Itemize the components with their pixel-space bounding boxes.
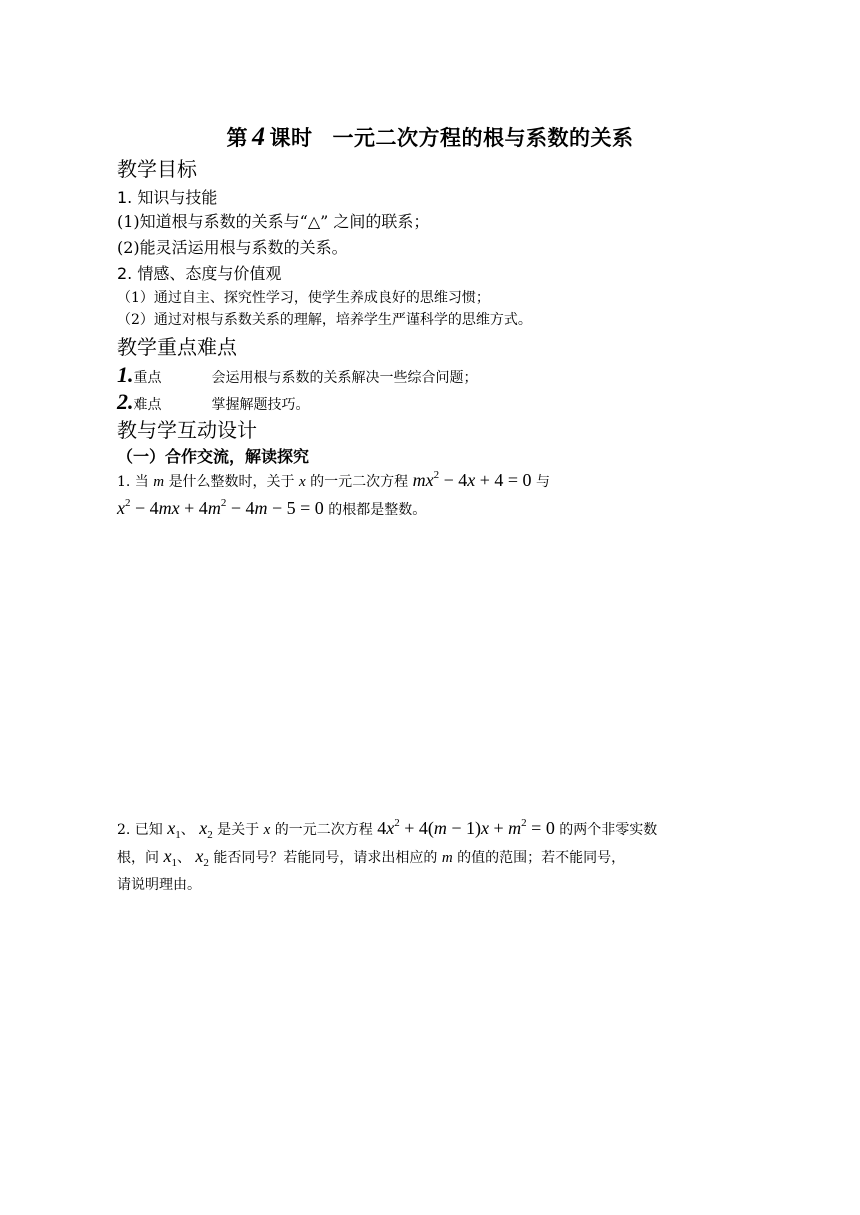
- q2-text-c: 的一元二次方程: [274, 822, 373, 838]
- key-point-1-label: 重点: [133, 370, 162, 386]
- q2-text-e: 根，问: [117, 850, 159, 866]
- objective-item-2: (2)能灵活运用根与系数的关系。: [117, 238, 348, 257]
- question-1-line-1: [117, 470, 550, 491]
- q1-text-a: 1. 当: [117, 474, 149, 490]
- q2-text-a: 2. 已知: [117, 822, 163, 838]
- objective-item-4: （2）通过对根与系数关系的理解，培养学生严谨科学的思维方式。: [117, 312, 532, 328]
- q2-var-x2: $x_2$: [199, 818, 213, 841]
- q2-var-x: x: [263, 822, 271, 838]
- heading-interactive-design: 教与学互动设计: [117, 418, 257, 442]
- q1-text-b: 是什么整数时，关于: [168, 474, 295, 490]
- question-2-line-3: 请说明理由。: [117, 877, 201, 893]
- key-point-1-text: 会运用根与系数的关系解决一些综合问题；: [211, 370, 478, 386]
- q1-equation-1: $mx^2 - 4x + 4 = 0$: [412, 469, 532, 490]
- q1-var-m: m: [153, 474, 165, 490]
- q2-var-x1-b: $x_1$: [163, 846, 177, 869]
- q2-var-m: m: [441, 850, 453, 866]
- q2-text-b: 是关于: [217, 822, 260, 838]
- q2-var-x2-b: $x_2$: [195, 846, 209, 869]
- heading-key-points: 教学重点难点: [117, 335, 237, 359]
- subheading-emotion-attitude: 2. 情感、态度与价值观: [117, 264, 282, 283]
- key-point-1: [117, 362, 478, 388]
- q2-var-x1: $x_1$: [167, 818, 181, 841]
- objective-item-1: (1)知道根与系数的关系与“△” 之间的联系；: [117, 212, 430, 231]
- title-prefix: 第: [226, 126, 248, 150]
- question-2-line-1: [117, 818, 657, 839]
- key-point-2-label: 难点: [133, 397, 162, 413]
- question-2-line-2: [117, 846, 625, 867]
- q1-text-d: 与: [536, 474, 551, 490]
- q1-equation-2: $x^2 - 4mx + 4m^2 - 4m - 5 = 0$: [117, 497, 324, 518]
- q1-var-x: x: [299, 474, 306, 490]
- lesson-title: [0, 122, 860, 152]
- title-suffix: 课时: [269, 126, 313, 150]
- q1-text-e: 的根都是整数。: [328, 502, 427, 518]
- q2-equation: $4x^2 + 4(m - 1)x + m^2 = 0$: [377, 817, 555, 838]
- q2-text-d: 的两个非零实数: [559, 822, 658, 838]
- key-point-2-text: 掌握解题技巧。: [211, 397, 310, 413]
- q2-text-g: 的值的范围；若不能同号，: [457, 850, 626, 866]
- q2-separator-b: 、: [176, 850, 191, 866]
- q2-separator: 、: [180, 822, 195, 838]
- title-main: 一元二次方程的根与系数的关系: [332, 126, 634, 150]
- question-1-line-2: [117, 498, 426, 519]
- heading-teaching-objectives: 教学目标: [117, 157, 197, 181]
- key-point-2-number: 2.: [117, 389, 134, 414]
- objective-item-3: （1）通过自主、探究性学习，使学生养成良好的思维习惯；: [117, 290, 490, 306]
- subheading-knowledge-skills: 1. 知识与技能: [117, 188, 218, 207]
- q2-text-f: 能否同号？若能同号，请求出相应的: [213, 850, 438, 866]
- subheading-cooperation: （一）合作交流，解读探究: [117, 447, 310, 466]
- title-number: 4: [252, 122, 266, 151]
- key-point-1-number: 1.: [117, 362, 134, 387]
- key-point-2: [117, 389, 310, 415]
- q1-text-c: 的一元二次方程: [310, 474, 409, 490]
